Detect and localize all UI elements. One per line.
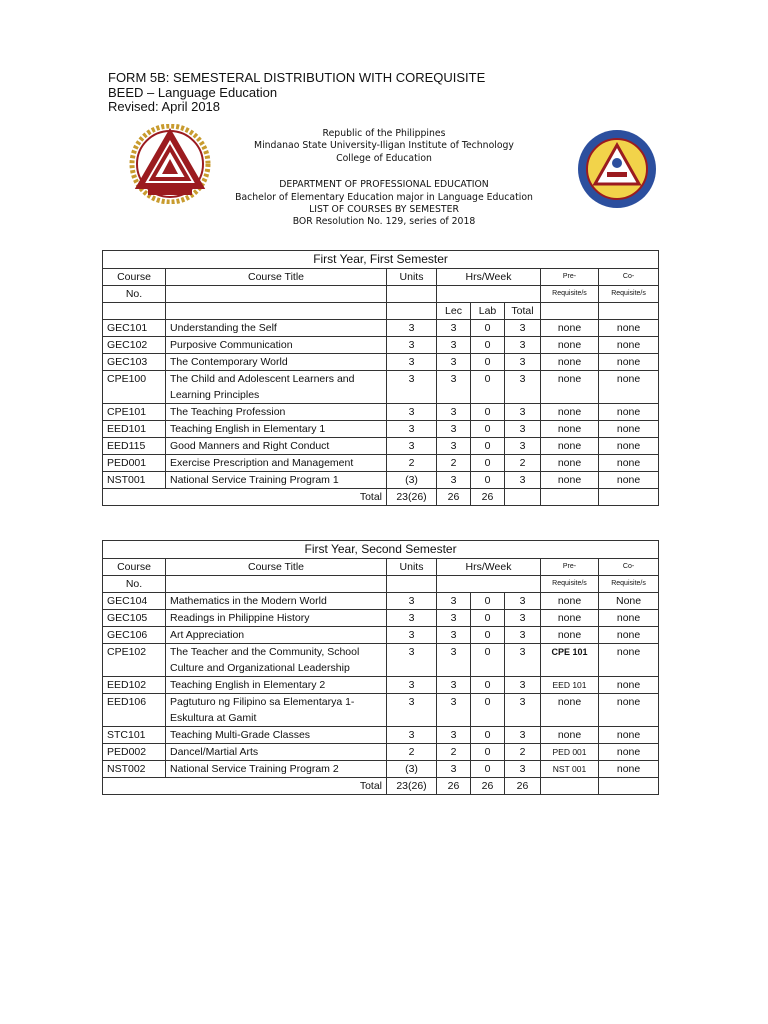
total-header: Total: [505, 303, 541, 320]
course-title: Dancel/Martial Arts: [166, 744, 387, 761]
pre-requisite-header-2: Requisite/s: [541, 576, 599, 593]
course-title: Exercise Prescription and Management: [166, 455, 387, 472]
course-code: EED101: [103, 421, 166, 438]
course-title: National Service Training Program 1: [166, 472, 387, 489]
lab-hours: 0: [471, 320, 505, 337]
total-hours: 3: [505, 472, 541, 489]
pre-requisite: none: [541, 455, 599, 472]
lab-hours: 0: [471, 438, 505, 455]
course-title: Teaching English in Elementary 2: [166, 677, 387, 694]
course-code: GEC103: [103, 354, 166, 371]
pre-requisite: EED 101: [541, 677, 599, 694]
total-label: Total: [103, 778, 387, 795]
course-title: The Contemporary World: [166, 354, 387, 371]
pre-requisite: none: [541, 694, 599, 727]
total-hours: 3: [505, 337, 541, 354]
total-hours: 3: [505, 421, 541, 438]
lec-hours: 3: [437, 438, 471, 455]
course-title: Mathematics in the Modern World: [166, 593, 387, 610]
co-requisite: none: [599, 744, 659, 761]
lab-hours: 0: [471, 627, 505, 644]
total-units: 23(26): [387, 778, 437, 795]
semester-title: First Year, Second Semester: [103, 541, 659, 559]
course-code: GEC101: [103, 320, 166, 337]
lab-hours: 0: [471, 694, 505, 727]
total-hours: 3: [505, 593, 541, 610]
course-code: EED106: [103, 694, 166, 727]
pre-requisite: none: [541, 610, 599, 627]
total-hours: 3: [505, 610, 541, 627]
course-code: CPE100: [103, 371, 166, 404]
table-row: [103, 455, 659, 472]
lab-hours: 0: [471, 421, 505, 438]
course-title: Teaching English in Elementary 1: [166, 421, 387, 438]
units: 2: [387, 744, 437, 761]
form-title: FORM 5B: SEMESTERAL DISTRIBUTION WITH COREQUISITE: [108, 70, 486, 85]
pre-requisite: none: [541, 354, 599, 371]
co-requisite: none: [599, 455, 659, 472]
lec-hours: 3: [437, 627, 471, 644]
table-row: [103, 677, 659, 694]
course-code: EED102: [103, 677, 166, 694]
co-requisite-header: Co-: [599, 269, 659, 286]
pre-requisite: none: [541, 337, 599, 354]
first-semester-rows: [103, 320, 659, 489]
lec-hours: 3: [437, 610, 471, 627]
lec-hours: 2: [437, 744, 471, 761]
course-code: CPE101: [103, 404, 166, 421]
table-row: [103, 610, 659, 627]
units: 3: [387, 371, 437, 404]
co-requisite: none: [599, 694, 659, 727]
table-row: [103, 593, 659, 610]
table-row: [103, 472, 659, 489]
table-row: [103, 627, 659, 644]
course-title-header: Course Title: [166, 269, 387, 286]
total-label: Total: [103, 489, 387, 506]
total-units: 23(26): [387, 489, 437, 506]
table-row: [103, 644, 659, 677]
course-title-line-1: The Child and Adolescent Learners and: [170, 373, 355, 385]
course-code: GEC106: [103, 627, 166, 644]
course-title-line-2: Culture and Organizational Leadership: [170, 662, 350, 674]
total-hours: 3: [505, 727, 541, 744]
lec-hours: 3: [437, 337, 471, 354]
list-line: LIST OF COURSES BY SEMESTER: [309, 204, 459, 216]
degree-program-line: Bachelor of Elementary Education major in Language Education: [235, 191, 533, 203]
table-row: [103, 694, 659, 727]
co-requisite: none: [599, 337, 659, 354]
units: 3: [387, 404, 437, 421]
form-header: [108, 71, 485, 115]
pre-requisite: none: [541, 627, 599, 644]
course-code: PED002: [103, 744, 166, 761]
college-line: College of Education: [336, 152, 432, 164]
lab-hours: 0: [471, 455, 505, 472]
total-lec: 26: [437, 778, 471, 795]
total-total: 26: [505, 778, 541, 795]
co-requisite: none: [599, 438, 659, 455]
units: 3: [387, 644, 437, 677]
lab-hours: 0: [471, 472, 505, 489]
pre-requisite: none: [541, 320, 599, 337]
pre-requisite-header: Pre-: [541, 559, 599, 576]
total-lab: 26: [471, 778, 505, 795]
co-requisite: none: [599, 371, 659, 404]
second-semester-table: [102, 540, 659, 795]
co-requisite: none: [599, 354, 659, 371]
second-semester-rows: [103, 593, 659, 778]
pre-requisite: CPE 101: [541, 644, 599, 677]
lec-hours: 3: [437, 644, 471, 677]
lec-hours: 3: [437, 727, 471, 744]
lab-hours: 0: [471, 744, 505, 761]
course-title-line-2: Learning Principles: [170, 389, 260, 401]
course-title-line-2: Eskultura at Gamit: [170, 712, 257, 724]
lab-hours: 0: [471, 761, 505, 778]
co-requisite: none: [599, 320, 659, 337]
total-hours: 3: [505, 371, 541, 404]
total-hours: 2: [505, 455, 541, 472]
table-row: [103, 761, 659, 778]
units: 3: [387, 627, 437, 644]
pre-requisite: none: [541, 371, 599, 404]
course-code: CPE102: [103, 644, 166, 677]
program-line: BEED – Language Education: [108, 84, 278, 100]
pre-requisite: none: [541, 593, 599, 610]
university-line: Mindanao State University-Iligan Institute of Technology: [254, 140, 514, 152]
units-header: Units: [387, 269, 437, 286]
units: 3: [387, 354, 437, 371]
total-row: [103, 778, 659, 795]
republic-line: Republic of the Philippines: [322, 128, 446, 139]
co-requisite: none: [599, 644, 659, 677]
institution-header: [150, 128, 618, 229]
co-requisite: none: [599, 610, 659, 627]
course-title: Good Manners and Right Conduct: [166, 438, 387, 455]
table-row: [103, 727, 659, 744]
lec-hours: 3: [437, 472, 471, 489]
lab-hours: 0: [471, 337, 505, 354]
pre-requisite: PED 001: [541, 744, 599, 761]
table-row: [103, 404, 659, 421]
units: 2: [387, 455, 437, 472]
table-row: [103, 421, 659, 438]
bor-line: BOR Resolution No. 129, series of 2018: [292, 216, 476, 228]
lec-hours: 3: [437, 404, 471, 421]
lec-hours: 3: [437, 354, 471, 371]
co-requisite-header: Co-: [599, 559, 659, 576]
lec-hours: 3: [437, 421, 471, 438]
table-row: [103, 438, 659, 455]
total-hours: 2: [505, 744, 541, 761]
table-row: [103, 320, 659, 337]
lec-hours: 3: [437, 320, 471, 337]
course-title: Purposive Communication: [166, 337, 387, 354]
units: 3: [387, 727, 437, 744]
course-title: Understanding the Self: [166, 320, 387, 337]
co-requisite: none: [599, 761, 659, 778]
course-title-header: Course Title: [166, 559, 387, 576]
pre-requisite: none: [541, 404, 599, 421]
pre-requisite: none: [541, 438, 599, 455]
hrs-week-header: Hrs/Week: [437, 269, 541, 286]
course-title: National Service Training Program 2: [166, 761, 387, 778]
lec-header: Lec: [437, 303, 471, 320]
lab-hours: 0: [471, 610, 505, 627]
pre-requisite-header-2: Requisite/s: [541, 286, 599, 303]
units: 3: [387, 593, 437, 610]
college-of-education-seal-icon: [572, 128, 662, 210]
total-hours: 3: [505, 438, 541, 455]
course-no-header-2: No.: [103, 576, 166, 593]
lec-hours: 3: [437, 694, 471, 727]
co-requisite-header-2: Requisite/s: [599, 286, 659, 303]
course-code: NST002: [103, 761, 166, 778]
course-title: [166, 694, 387, 727]
course-code: NST001: [103, 472, 166, 489]
lec-hours: 2: [437, 455, 471, 472]
units: 3: [387, 337, 437, 354]
hrs-week-header: Hrs/Week: [437, 559, 541, 576]
lec-hours: 3: [437, 761, 471, 778]
total-hours: 3: [505, 320, 541, 337]
lab-hours: 0: [471, 593, 505, 610]
course-code: EED115: [103, 438, 166, 455]
units: (3): [387, 472, 437, 489]
table-row: [103, 354, 659, 371]
course-title: [166, 371, 387, 404]
course-code: PED001: [103, 455, 166, 472]
units: 3: [387, 610, 437, 627]
course-code: GEC105: [103, 610, 166, 627]
table-row: [103, 744, 659, 761]
total-hours: 3: [505, 404, 541, 421]
course-title-line-1: The Teacher and the Community, School: [170, 646, 360, 658]
total-hours: 3: [505, 644, 541, 677]
course-no-header: Course: [103, 269, 166, 286]
course-title-line-1: Pagtuturo ng Filipino sa Elementarya 1-: [170, 696, 355, 708]
department-line: DEPARTMENT OF PROFESSIONAL EDUCATION: [279, 179, 489, 191]
course-title: The Teaching Profession: [166, 404, 387, 421]
total-hours: 3: [505, 677, 541, 694]
lec-hours: 3: [437, 371, 471, 404]
units: 3: [387, 320, 437, 337]
lab-header: Lab: [471, 303, 505, 320]
co-requisite: none: [599, 677, 659, 694]
revision-line: Revised: April 2018: [108, 99, 221, 114]
lab-hours: 0: [471, 727, 505, 744]
lec-hours: 3: [437, 677, 471, 694]
course-title: Art Appreciation: [166, 627, 387, 644]
course-code: GEC104: [103, 593, 166, 610]
co-requisite: none: [599, 472, 659, 489]
lab-hours: 0: [471, 404, 505, 421]
co-requisite: none: [599, 421, 659, 438]
units: 3: [387, 677, 437, 694]
co-requisite: None: [599, 593, 659, 610]
pre-requisite: none: [541, 472, 599, 489]
units: 3: [387, 421, 437, 438]
pre-requisite: none: [541, 421, 599, 438]
pre-requisite: none: [541, 727, 599, 744]
course-title: [166, 644, 387, 677]
lab-hours: 0: [471, 354, 505, 371]
units: (3): [387, 761, 437, 778]
units: 3: [387, 694, 437, 727]
lab-hours: 0: [471, 644, 505, 677]
table-row: [103, 371, 659, 404]
lab-hours: 0: [471, 371, 505, 404]
total-hours: 3: [505, 694, 541, 727]
course-title: Readings in Philippine History: [166, 610, 387, 627]
first-semester-table: [102, 250, 659, 506]
pre-requisite-header: Pre-: [541, 269, 599, 286]
course-code: STC101: [103, 727, 166, 744]
lec-hours: 3: [437, 593, 471, 610]
total-hours: 3: [505, 627, 541, 644]
total-lab: 26: [471, 489, 505, 506]
table-row: [103, 337, 659, 354]
total-hours: 3: [505, 354, 541, 371]
pre-requisite: NST 001: [541, 761, 599, 778]
co-requisite-header-2: Requisite/s: [599, 576, 659, 593]
co-requisite: none: [599, 404, 659, 421]
course-no-header: Course: [103, 559, 166, 576]
co-requisite: none: [599, 627, 659, 644]
course-code: GEC102: [103, 337, 166, 354]
co-requisite: none: [599, 727, 659, 744]
total-hours: 3: [505, 761, 541, 778]
lab-hours: 0: [471, 677, 505, 694]
units-header: Units: [387, 559, 437, 576]
course-no-header-2: No.: [103, 286, 166, 303]
total-row: [103, 489, 659, 506]
semester-title: First Year, First Semester: [103, 251, 659, 269]
course-title: Teaching Multi-Grade Classes: [166, 727, 387, 744]
total-lec: 26: [437, 489, 471, 506]
units: 3: [387, 438, 437, 455]
